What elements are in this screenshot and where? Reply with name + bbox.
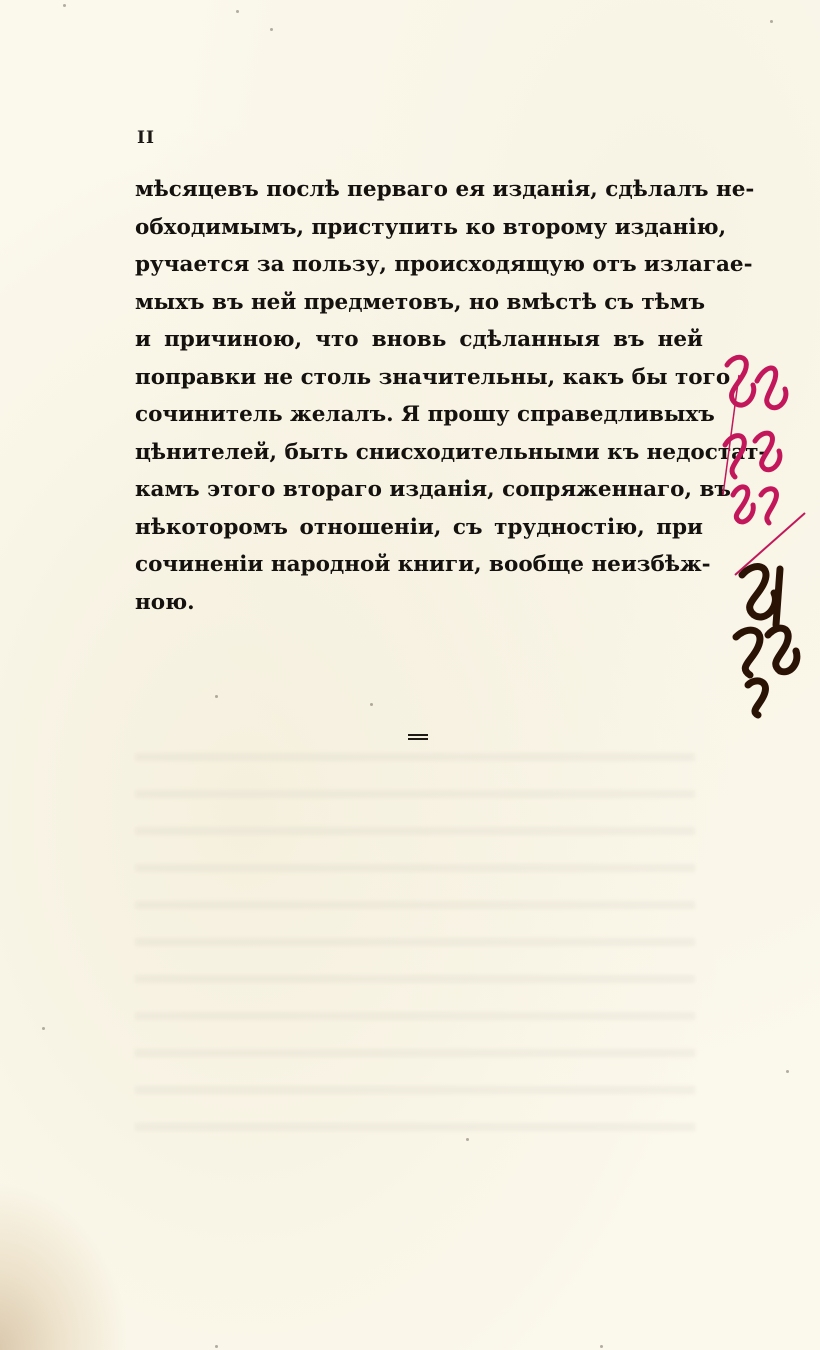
speck bbox=[770, 20, 773, 23]
text-line: сочинитель желалъ. Я прошу справедливыхъ bbox=[135, 402, 715, 427]
speck bbox=[270, 28, 273, 31]
text-line: цѣнителей, быть снисходительными къ недостат- bbox=[135, 439, 768, 465]
speck bbox=[215, 1345, 218, 1348]
body-text bbox=[135, 171, 768, 621]
text-line: поправки не столь значительны, какъ бы того bbox=[135, 364, 731, 390]
speck bbox=[236, 10, 239, 13]
section-separator bbox=[408, 734, 428, 740]
speck bbox=[600, 1345, 603, 1348]
text-line: и причиною, что вновь сдѣланныя въ ней bbox=[135, 327, 703, 352]
speck bbox=[42, 1027, 45, 1030]
speck bbox=[786, 1070, 789, 1073]
speck bbox=[63, 4, 66, 7]
text-line: мыхъ въ ней предметовъ, но вмѣстѣ съ тѣмъ bbox=[135, 289, 705, 315]
pink-handwritten-mark bbox=[705, 345, 820, 590]
page-number: II bbox=[137, 128, 155, 148]
page-stain bbox=[0, 1180, 130, 1350]
text-line: обходимымъ, приступить ко второму изданію, bbox=[135, 214, 727, 240]
dark-handwritten-mark bbox=[720, 555, 820, 720]
speck bbox=[370, 703, 373, 706]
speck bbox=[466, 1138, 469, 1141]
text-line: нѣкоторомъ отношеніи, съ трудностію, при bbox=[135, 514, 703, 540]
text-line: ручается за пользу, происходящую отъ излагае- bbox=[135, 252, 753, 277]
text-line: камъ этого втораго изданія, сопряженнаго, въ bbox=[135, 477, 731, 502]
text-line: сочиненіи народной книги, вообще неизбѣж- bbox=[135, 552, 711, 577]
bleed-through-text bbox=[135, 735, 695, 1155]
text-line: ною. bbox=[135, 589, 195, 615]
text-line: мѣсяцевъ послѣ перваго ея изданія, сдѣлалъ не- bbox=[135, 177, 755, 202]
speck bbox=[215, 695, 218, 698]
